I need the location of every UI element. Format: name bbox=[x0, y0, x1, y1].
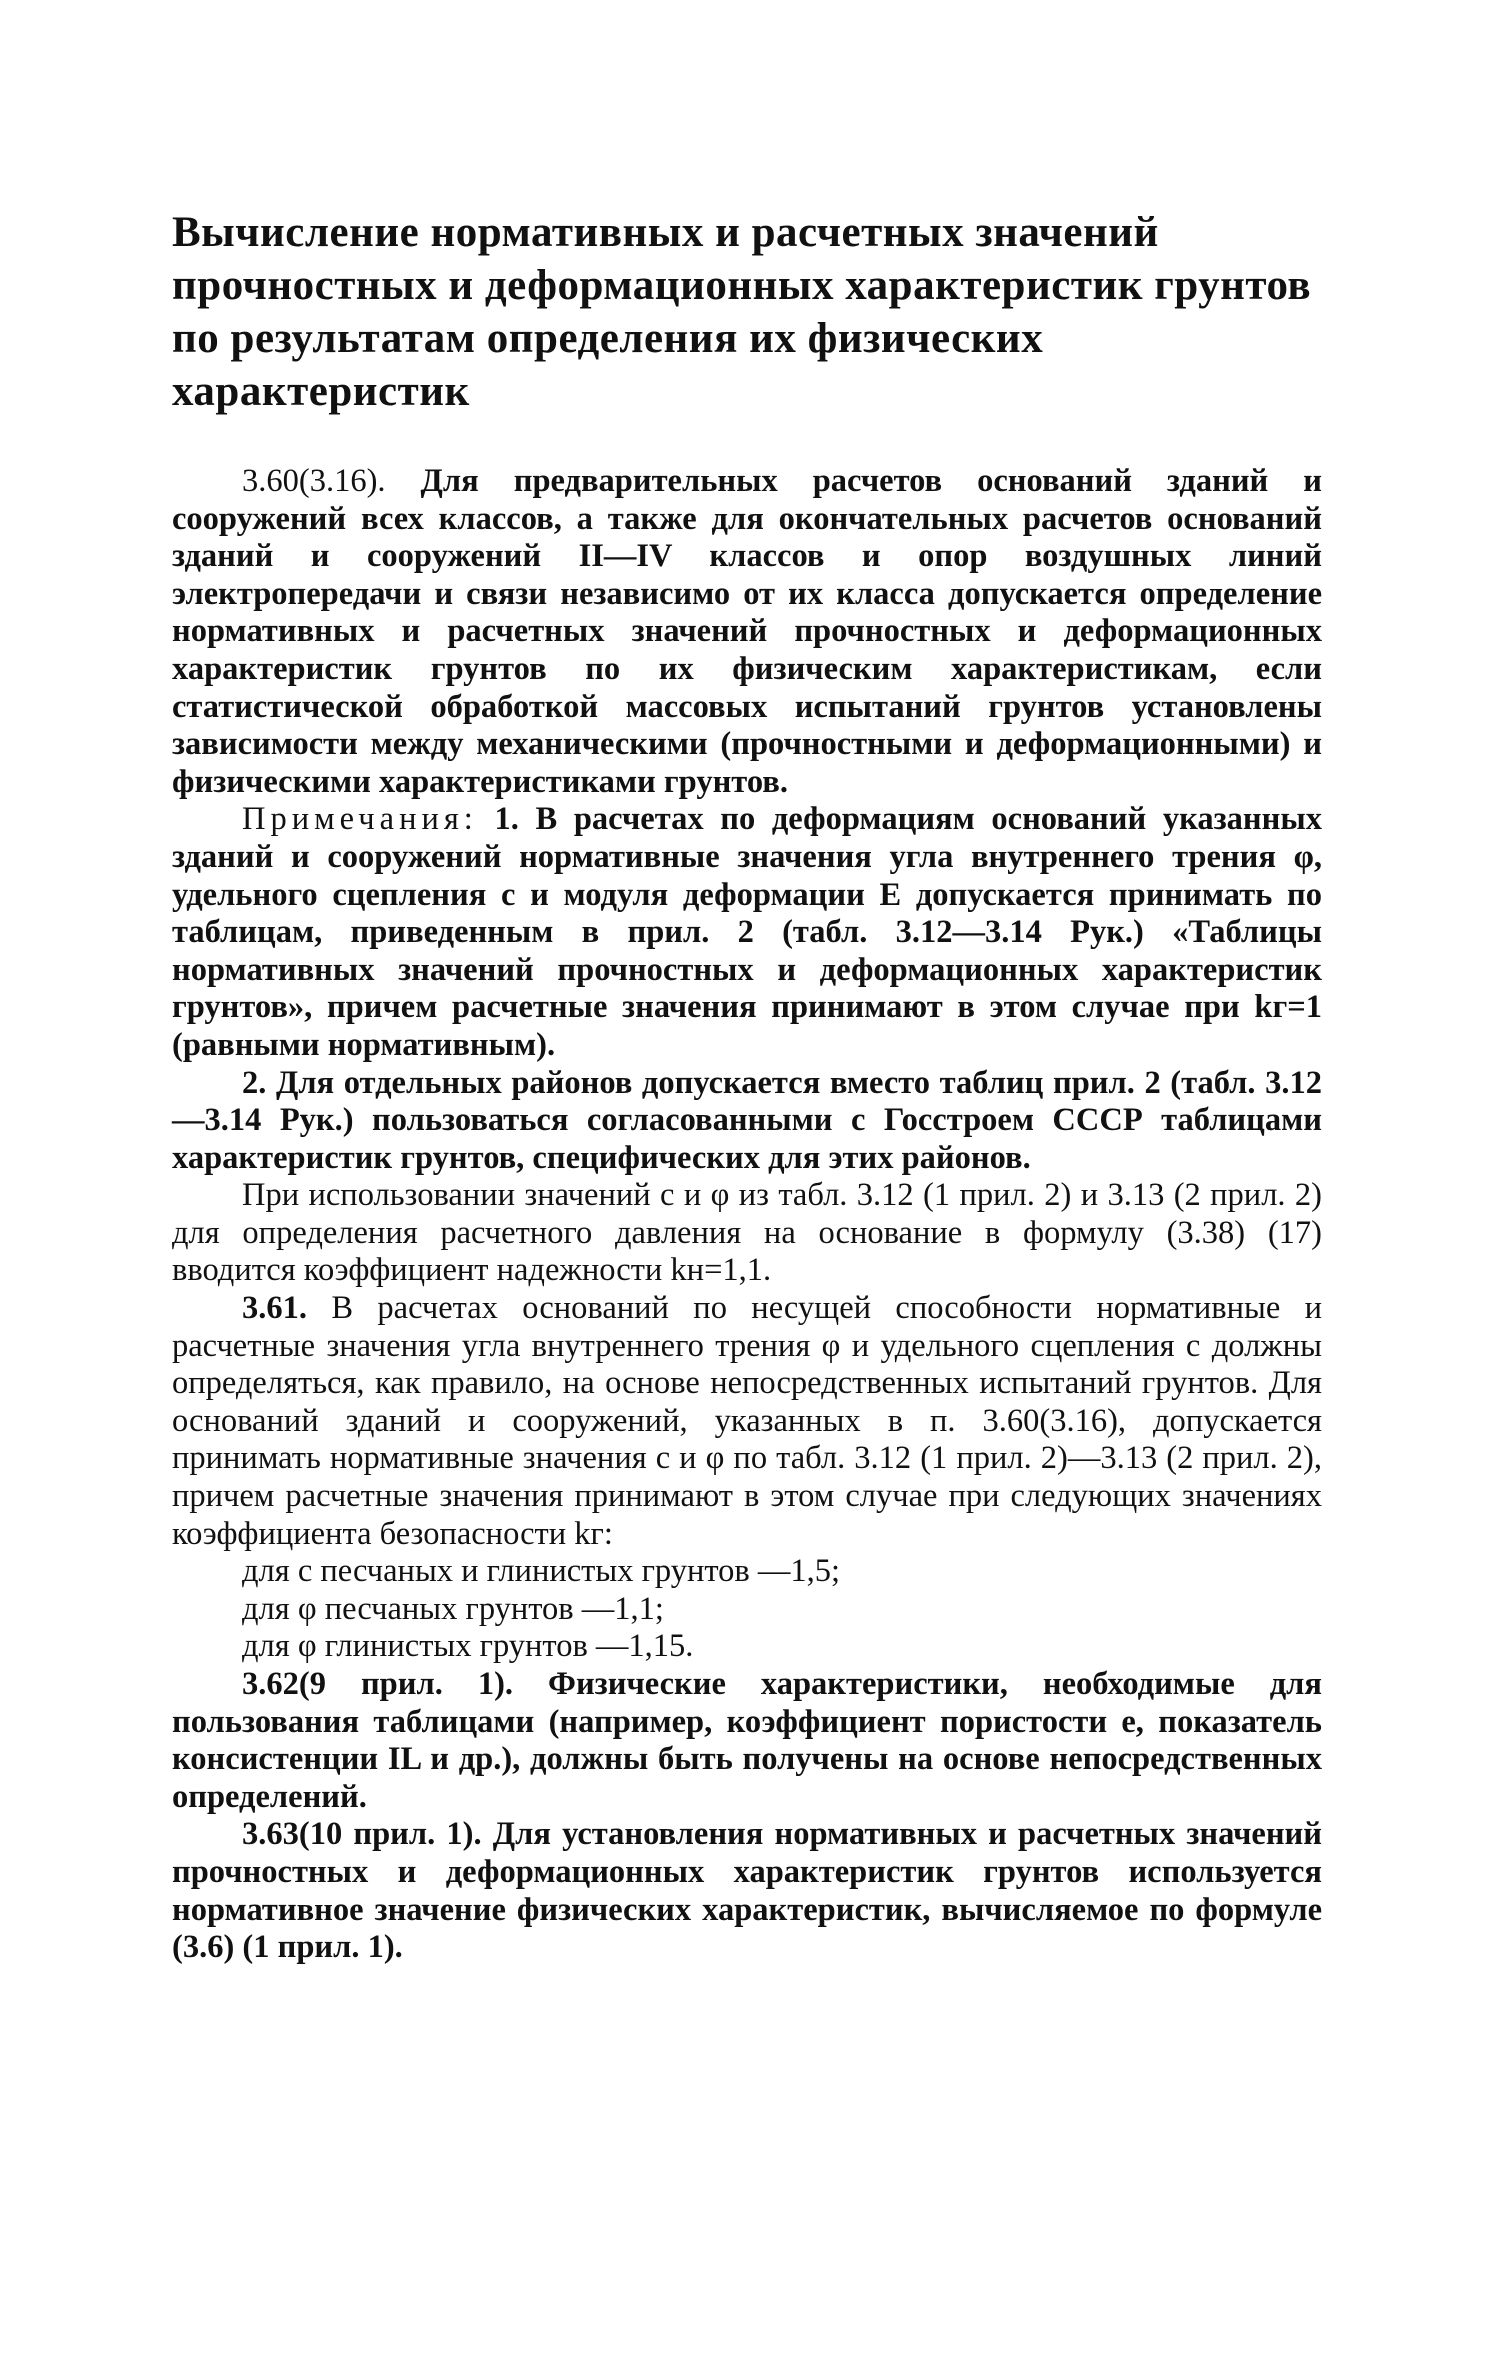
paragraph-number: 3.62(9 прил. 1). bbox=[242, 1666, 514, 1702]
heading-line: прочностных и деформационных характеристик грунтов bbox=[172, 262, 1312, 309]
paragraph-text: При использовании значений c и φ из табл. 3.12 (1 прил. 2) и 3.13 (2 прил. 2) для определения расчетного давления на основание в формулу (3.38) (17) вводится коэффициент надежности kн=1,1. bbox=[172, 1177, 1322, 1289]
paragraph-number: 3.61. bbox=[242, 1290, 307, 1327]
notes-label: Примечания: bbox=[242, 801, 478, 838]
paragraph-3-63 bbox=[172, 1816, 1322, 1966]
paragraph-usage bbox=[172, 1177, 1322, 1290]
paragraph-text: В расчетах оснований по несущей способности нормативные и расчетные значения угла внутреннего трения φ и удельного сцепления c должны определяться, как правило, на основе непосредственных испытаний грунтов. Для оснований зданий и сооружений, указанных в п. 3.60(3.16), допускается принимать нормативные значения c и φ по табл. 3.12 (1 прил. 2)—3.13 (2 прил. 2), причем расчетные значения принимают в этом случае при следующих значениях коэффициента безопасности kг: bbox=[172, 1290, 1322, 1552]
note-text: 1. В расчетах по деформациям оснований указанных зданий и сооружений нормативные значения угла внутреннего трения φ, удельного сцепления c и модуля деформации E допускается принимать по таблицам, приведенным в прил. 2 (табл. 3.12—3.14 Рук.) «Таблицы нормативных значений прочностных и деформационных характеристик грунтов», причем расчетные значения принимают в этом случае при kг=1 (равными нормативным). bbox=[172, 801, 1322, 1063]
paragraph-text: Для установления нормативных и расчетных значений прочностных и деформационных характеристик грунтов используется нормативное значение физических характеристик, вычисляемое по формуле (3.6) (1 прил. 1). bbox=[172, 1816, 1322, 1966]
paragraph-3-62 bbox=[172, 1666, 1322, 1816]
paragraph-3-60 bbox=[172, 463, 1322, 801]
paragraph-number: 3.63(10 прил. 1). bbox=[242, 1816, 482, 1853]
section-heading bbox=[172, 206, 1332, 418]
list-item: для c песчаных и глинистых грунтов —1,5; bbox=[242, 1553, 841, 1590]
paragraph-text: Для предварительных расчетов оснований зданий и сооружений всех классов, а также для окончательных расчетов оснований зданий и сооружений II—IV классов и опор воздушных линий электропередачи и связи независимо от их класса допускается определение нормативных и расчетных значений прочностных и деформационных характеристик грунтов по их физическим характеристикам, если статистической обработкой массовых испытаний грунтов установлены зависимости между механическими (прочностными и деформационными) и физическими характеристиками грунтов. bbox=[172, 463, 1323, 800]
document-body bbox=[172, 463, 1322, 1967]
note-text: 2. Для отдельных районов допускается вместо таблиц прил. 2 (табл. 3.12—3.14 Рук.) пользоваться согласованными с Госстроем СССР таблицами характеристик грунтов, специфических для этих районов. bbox=[172, 1064, 1322, 1176]
paragraph-3-61 bbox=[172, 1290, 1322, 1553]
note-2 bbox=[172, 1065, 1322, 1178]
heading-line: характеристик bbox=[172, 368, 470, 415]
paragraph-text: Физические характеристики, необходимые для пользования таблицами (например, коэффициент пористости e, показатель консистенции IL и др.), должны быть получены на основе непосредственных определений. bbox=[172, 1666, 1323, 1815]
paragraph-number: 3.60(3.16). bbox=[242, 463, 386, 499]
list-item: для φ глинистых грунтов —1,15. bbox=[242, 1628, 694, 1665]
note-1 bbox=[172, 801, 1322, 1064]
heading-line: по результатам определения их физических bbox=[172, 315, 1044, 362]
heading-line: Вычисление нормативных и расчетных значений bbox=[172, 209, 1159, 256]
list-item: для φ песчаных грунтов —1,1; bbox=[242, 1590, 664, 1627]
